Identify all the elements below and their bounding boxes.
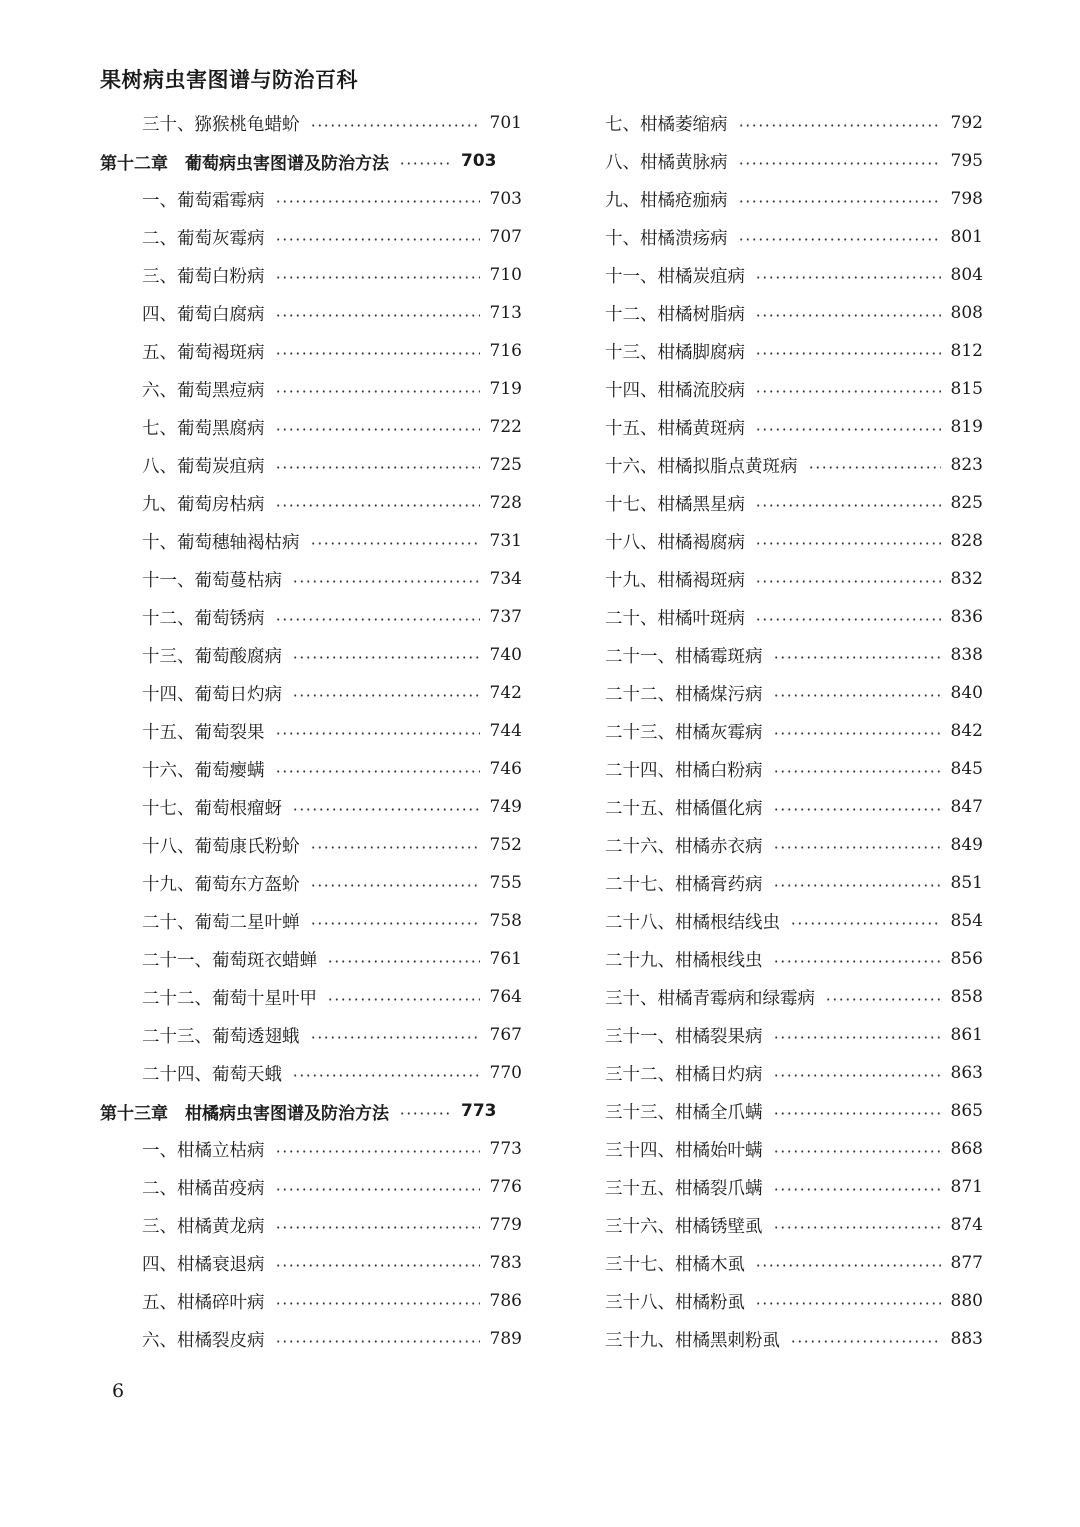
toc-entry-row <box>605 522 983 560</box>
dot-leader <box>292 656 480 659</box>
entry-title: 十五、葡萄裂果 <box>142 722 265 743</box>
entry-page-number: 871 <box>950 1177 983 1197</box>
chapter-title: 第十三章 柑橘病虫害图谱及防治方法 <box>100 1103 389 1124</box>
dot-leader <box>275 770 480 773</box>
entry-page-number: 710 <box>489 265 522 285</box>
entry-title: 三十、猕猴桃龟蜡蚧 <box>142 114 300 135</box>
entry-title: 一、柑橘立枯病 <box>142 1140 265 1161</box>
toc-entry-row <box>100 104 522 142</box>
toc-entry-row <box>100 370 522 408</box>
entry-title: 三十四、柑橘始叶螨 <box>605 1140 763 1161</box>
toc-entry-row <box>100 218 522 256</box>
entry-page-number: 865 <box>950 1101 983 1121</box>
entry-page-number: 801 <box>950 227 983 247</box>
toc-entry-row <box>100 560 522 598</box>
chapter-title: 第十二章 葡萄病虫害图谱及防治方法 <box>100 153 389 174</box>
entry-title: 二十、葡萄二星叶蝉 <box>142 912 300 933</box>
entry-page-number: 783 <box>489 1253 522 1273</box>
entry-page-number: 725 <box>489 455 522 475</box>
toc-entry-row <box>605 940 983 978</box>
entry-title: 二十一、柑橘霉斑病 <box>605 646 763 667</box>
toc-entry-row <box>605 1206 983 1244</box>
toc-entry-row <box>100 408 522 446</box>
entry-title: 九、柑橘疮痂病 <box>605 190 728 211</box>
toc-entry-row <box>605 142 983 180</box>
toc-entry-row <box>605 712 983 750</box>
toc-entry-row <box>605 484 983 522</box>
entry-title: 十九、柑橘褐斑病 <box>605 570 745 591</box>
dot-leader <box>275 504 480 507</box>
dot-leader <box>773 1074 941 1077</box>
dot-leader <box>310 846 480 849</box>
entry-page-number: 719 <box>489 379 522 399</box>
entry-page-number: 854 <box>950 911 983 931</box>
dot-leader <box>773 1150 941 1153</box>
dot-leader <box>755 314 941 317</box>
toc-entry-row <box>100 484 522 522</box>
entry-title: 三十六、柑橘锈壁虱 <box>605 1216 763 1237</box>
dot-leader <box>310 884 480 887</box>
entry-title: 十、柑橘溃疡病 <box>605 228 728 249</box>
entry-title: 三十八、柑橘粉虱 <box>605 1292 745 1313</box>
entry-title: 十四、葡萄日灼病 <box>142 684 282 705</box>
dot-leader <box>310 1036 480 1039</box>
dot-leader <box>275 314 480 317</box>
dot-leader <box>292 694 480 697</box>
toc-entry-row <box>605 104 983 142</box>
entry-page-number: 851 <box>950 873 983 893</box>
entry-page-number: 815 <box>950 379 983 399</box>
entry-page-number: 828 <box>950 531 983 551</box>
dot-leader <box>755 428 941 431</box>
dot-leader <box>773 1112 941 1115</box>
toc-entry-row <box>100 826 522 864</box>
toc-entry-row <box>100 1130 522 1168</box>
toc-entry-row <box>605 788 983 826</box>
entry-title: 三十二、柑橘日灼病 <box>605 1064 763 1085</box>
entry-page-number: 825 <box>950 493 983 513</box>
entry-title: 二、葡萄灰霉病 <box>142 228 265 249</box>
entry-page-number: 737 <box>489 607 522 627</box>
dot-leader <box>292 1074 480 1077</box>
dot-leader <box>755 1302 941 1305</box>
dot-leader <box>755 542 941 545</box>
dot-leader <box>275 732 480 735</box>
entry-page-number: 713 <box>489 303 522 323</box>
entry-title: 十二、柑橘树脂病 <box>605 304 745 325</box>
entry-page-number: 731 <box>489 531 522 551</box>
entry-page-number: 804 <box>950 265 983 285</box>
toc-entry-row <box>100 1168 522 1206</box>
dot-leader <box>275 238 480 241</box>
entry-title: 六、柑橘裂皮病 <box>142 1330 265 1351</box>
entry-title: 二十五、柑橘僵化病 <box>605 798 763 819</box>
toc-entry-row <box>100 902 522 940</box>
entry-page-number: 861 <box>950 1025 983 1045</box>
entry-page-number: 877 <box>950 1253 983 1273</box>
entry-page-number: 752 <box>489 835 522 855</box>
toc-entry-row <box>100 674 522 712</box>
entry-title: 十、葡萄穗轴褐枯病 <box>142 532 300 553</box>
entry-page-number: 883 <box>950 1329 983 1349</box>
entry-page-number: 847 <box>950 797 983 817</box>
dot-leader <box>773 808 941 811</box>
entry-page-number: 808 <box>950 303 983 323</box>
toc-entry-row <box>100 788 522 826</box>
entry-page-number: 779 <box>489 1215 522 1235</box>
toc-entry-row <box>605 1168 983 1206</box>
dot-leader <box>738 124 941 127</box>
dot-leader <box>755 618 941 621</box>
toc-entry-row <box>605 826 983 864</box>
toc-entry-row <box>100 864 522 902</box>
dot-leader <box>773 656 941 659</box>
entry-page-number: 761 <box>489 949 522 969</box>
entry-title: 七、葡萄黑腐病 <box>142 418 265 439</box>
entry-page-number: 701 <box>489 113 522 133</box>
book-title: 果树病虫害图谱与防治百科 <box>100 68 358 92</box>
toc-entry-row <box>605 1016 983 1054</box>
entry-title: 二十六、柑橘赤衣病 <box>605 836 763 857</box>
entry-title: 十二、葡萄锈病 <box>142 608 265 629</box>
dot-leader <box>275 428 480 431</box>
entry-page-number: 740 <box>489 645 522 665</box>
entry-title: 三、柑橘黄龙病 <box>142 1216 265 1237</box>
dot-leader <box>755 276 941 279</box>
entry-title: 二、柑橘苗疫病 <box>142 1178 265 1199</box>
dot-leader <box>310 542 480 545</box>
entry-page-number: 767 <box>489 1025 522 1045</box>
entry-title: 十七、柑橘黑星病 <box>605 494 745 515</box>
entry-page-number: 742 <box>489 683 522 703</box>
entry-page-number: 812 <box>950 341 983 361</box>
toc-entry-row <box>100 1054 522 1092</box>
entry-title: 十八、柑橘褐腐病 <box>605 532 745 553</box>
toc-entry-row <box>100 180 522 218</box>
dot-leader <box>399 162 451 165</box>
entry-title: 三十、柑橘青霉病和绿霉病 <box>605 988 815 1009</box>
dot-leader <box>773 1188 941 1191</box>
entry-page-number: 773 <box>489 1139 522 1159</box>
dot-leader <box>808 466 941 469</box>
entry-page-number: 749 <box>489 797 522 817</box>
toc-entry-row <box>605 1320 983 1358</box>
entry-page-number: 856 <box>950 949 983 969</box>
entry-page-number: 746 <box>489 759 522 779</box>
entry-page-number: 764 <box>489 987 522 1007</box>
entry-title: 九、葡萄房枯病 <box>142 494 265 515</box>
toc-entry-row <box>100 598 522 636</box>
entry-title: 十六、柑橘拟脂点黄斑病 <box>605 456 798 477</box>
dot-leader <box>773 846 941 849</box>
page-number: 6 <box>112 1380 125 1402</box>
entry-title: 二十、柑橘叶斑病 <box>605 608 745 629</box>
toc-entry-row <box>100 332 522 370</box>
entry-page-number: 744 <box>489 721 522 741</box>
entry-title: 一、葡萄霜霉病 <box>142 190 265 211</box>
entry-page-number: 819 <box>950 417 983 437</box>
entry-page-number: 842 <box>950 721 983 741</box>
dot-leader <box>275 1302 480 1305</box>
entry-page-number: 880 <box>950 1291 983 1311</box>
dot-leader <box>773 884 941 887</box>
toc-entry-row <box>100 256 522 294</box>
entry-title: 八、柑橘黄脉病 <box>605 152 728 173</box>
toc-column-right <box>605 104 983 1358</box>
dot-leader <box>275 352 480 355</box>
toc-entry-row <box>100 1016 522 1054</box>
entry-page-number: 734 <box>489 569 522 589</box>
dot-leader <box>399 1112 451 1115</box>
toc-chapter-row <box>100 1092 522 1130</box>
toc-entry-row <box>605 978 983 1016</box>
entry-page-number: 858 <box>950 987 983 1007</box>
entry-title: 二十一、葡萄斑衣蜡蝉 <box>142 950 317 971</box>
entry-page-number: 832 <box>950 569 983 589</box>
dot-leader <box>790 1340 941 1343</box>
toc-entry-row <box>605 256 983 294</box>
entry-title: 十一、葡萄蔓枯病 <box>142 570 282 591</box>
dot-leader <box>275 618 480 621</box>
toc-entry-row <box>605 636 983 674</box>
dot-leader <box>773 770 941 773</box>
toc-entry-row <box>605 408 983 446</box>
toc-entry-row <box>605 218 983 256</box>
entry-title: 十四、柑橘流胶病 <box>605 380 745 401</box>
toc-entry-row <box>605 750 983 788</box>
toc-entry-row <box>100 446 522 484</box>
dot-leader <box>310 922 480 925</box>
dot-leader <box>825 998 941 1001</box>
dot-leader <box>773 694 941 697</box>
dot-leader <box>292 580 480 583</box>
toc-entry-row <box>605 1130 983 1168</box>
entry-title: 二十二、葡萄十星叶甲 <box>142 988 317 1009</box>
dot-leader <box>773 1226 941 1229</box>
dot-leader <box>292 808 480 811</box>
entry-page-number: 722 <box>489 417 522 437</box>
dot-leader <box>275 276 480 279</box>
dot-leader <box>310 124 480 127</box>
entry-page-number: 786 <box>489 1291 522 1311</box>
entry-page-number: 773 <box>461 1101 497 1121</box>
entry-title: 十一、柑橘炭疽病 <box>605 266 745 287</box>
entry-title: 二十三、葡萄透翅蛾 <box>142 1026 300 1047</box>
entry-page-number: 716 <box>489 341 522 361</box>
entry-title: 四、柑橘衰退病 <box>142 1254 265 1275</box>
toc-entry-row <box>605 864 983 902</box>
dot-leader <box>738 200 941 203</box>
dot-leader <box>275 1264 480 1267</box>
toc-entry-row <box>100 712 522 750</box>
dot-leader <box>755 580 941 583</box>
entry-page-number: 707 <box>489 227 522 247</box>
entry-page-number: 874 <box>950 1215 983 1235</box>
entry-title: 三十七、柑橘木虱 <box>605 1254 745 1275</box>
entry-page-number: 838 <box>950 645 983 665</box>
entry-page-number: 849 <box>950 835 983 855</box>
toc-entry-row <box>605 446 983 484</box>
toc-entry-row <box>605 1282 983 1320</box>
entry-title: 二十八、柑橘根结线虫 <box>605 912 780 933</box>
entry-page-number: 845 <box>950 759 983 779</box>
entry-title: 二十四、柑橘白粉病 <box>605 760 763 781</box>
toc-entry-row <box>100 750 522 788</box>
entry-page-number: 789 <box>489 1329 522 1349</box>
entry-title: 十六、葡萄瘿螨 <box>142 760 265 781</box>
dot-leader <box>275 1340 480 1343</box>
entry-title: 二十三、柑橘灰霉病 <box>605 722 763 743</box>
dot-leader <box>275 1226 480 1229</box>
dot-leader <box>327 998 480 1001</box>
entry-title: 二十九、柑橘根线虫 <box>605 950 763 971</box>
dot-leader <box>773 732 941 735</box>
dot-leader <box>738 238 941 241</box>
entry-page-number: 728 <box>489 493 522 513</box>
entry-page-number: 863 <box>950 1063 983 1083</box>
entry-title: 五、葡萄褐斑病 <box>142 342 265 363</box>
dot-leader <box>755 504 941 507</box>
toc-entry-row <box>100 294 522 332</box>
toc-entry-row <box>605 674 983 712</box>
entry-title: 三十九、柑橘黑刺粉虱 <box>605 1330 780 1351</box>
dot-leader <box>755 352 941 355</box>
toc-entry-row <box>605 560 983 598</box>
toc-entry-row <box>605 180 983 218</box>
entry-title: 七、柑橘萎缩病 <box>605 114 728 135</box>
entry-page-number: 776 <box>489 1177 522 1197</box>
dot-leader <box>275 1150 480 1153</box>
entry-page-number: 703 <box>489 189 522 209</box>
entry-page-number: 758 <box>489 911 522 931</box>
toc-entry-row <box>605 1054 983 1092</box>
entry-title: 三十三、柑橘全爪螨 <box>605 1102 763 1123</box>
toc-entry-row <box>100 1244 522 1282</box>
toc-entry-row <box>100 636 522 674</box>
dot-leader <box>327 960 480 963</box>
entry-page-number: 770 <box>489 1063 522 1083</box>
toc-entry-row <box>605 370 983 408</box>
entry-page-number: 792 <box>950 113 983 133</box>
dot-leader <box>738 162 941 165</box>
entry-page-number: 795 <box>950 151 983 171</box>
entry-page-number: 755 <box>489 873 522 893</box>
dot-leader <box>755 390 941 393</box>
dot-leader <box>773 960 941 963</box>
toc-entry-row <box>605 902 983 940</box>
entry-title: 十三、柑橘脚腐病 <box>605 342 745 363</box>
entry-page-number: 840 <box>950 683 983 703</box>
entry-title: 十八、葡萄康氏粉蚧 <box>142 836 300 857</box>
toc-entry-row <box>100 940 522 978</box>
entry-page-number: 798 <box>950 189 983 209</box>
toc-entry-row <box>100 1320 522 1358</box>
toc-chapter-row <box>100 142 522 180</box>
entry-title: 十七、葡萄根瘤蚜 <box>142 798 282 819</box>
toc-entry-row <box>605 332 983 370</box>
toc-entry-row <box>100 522 522 560</box>
dot-leader <box>275 390 480 393</box>
entry-page-number: 868 <box>950 1139 983 1159</box>
toc-entry-row <box>605 1244 983 1282</box>
dot-leader <box>755 1264 941 1267</box>
entry-title: 二十四、葡萄天蛾 <box>142 1064 282 1085</box>
entry-title: 二十七、柑橘膏药病 <box>605 874 763 895</box>
toc-entry-row <box>605 1092 983 1130</box>
entry-title: 二十二、柑橘煤污病 <box>605 684 763 705</box>
entry-title: 十五、柑橘黄斑病 <box>605 418 745 439</box>
toc-entry-row <box>100 1206 522 1244</box>
entry-page-number: 836 <box>950 607 983 627</box>
dot-leader <box>275 466 480 469</box>
entry-title: 十三、葡萄酸腐病 <box>142 646 282 667</box>
entry-title: 三、葡萄白粉病 <box>142 266 265 287</box>
entry-title: 十九、葡萄东方盔蚧 <box>142 874 300 895</box>
entry-page-number: 703 <box>461 151 497 171</box>
toc-entry-row <box>100 1282 522 1320</box>
dot-leader <box>275 200 480 203</box>
toc-column-left <box>100 104 522 1358</box>
dot-leader <box>790 922 941 925</box>
entry-title: 四、葡萄白腐病 <box>142 304 265 325</box>
toc-entry-row <box>100 978 522 1016</box>
toc-entry-row <box>605 598 983 636</box>
dot-leader <box>773 1036 941 1039</box>
toc-entry-row <box>605 294 983 332</box>
entry-title: 八、葡萄炭疽病 <box>142 456 265 477</box>
entry-title: 五、柑橘碎叶病 <box>142 1292 265 1313</box>
entry-title: 三十五、柑橘裂爪螨 <box>605 1178 763 1199</box>
entry-title: 六、葡萄黑痘病 <box>142 380 265 401</box>
dot-leader <box>275 1188 480 1191</box>
entry-title: 三十一、柑橘裂果病 <box>605 1026 763 1047</box>
entry-page-number: 823 <box>950 455 983 475</box>
